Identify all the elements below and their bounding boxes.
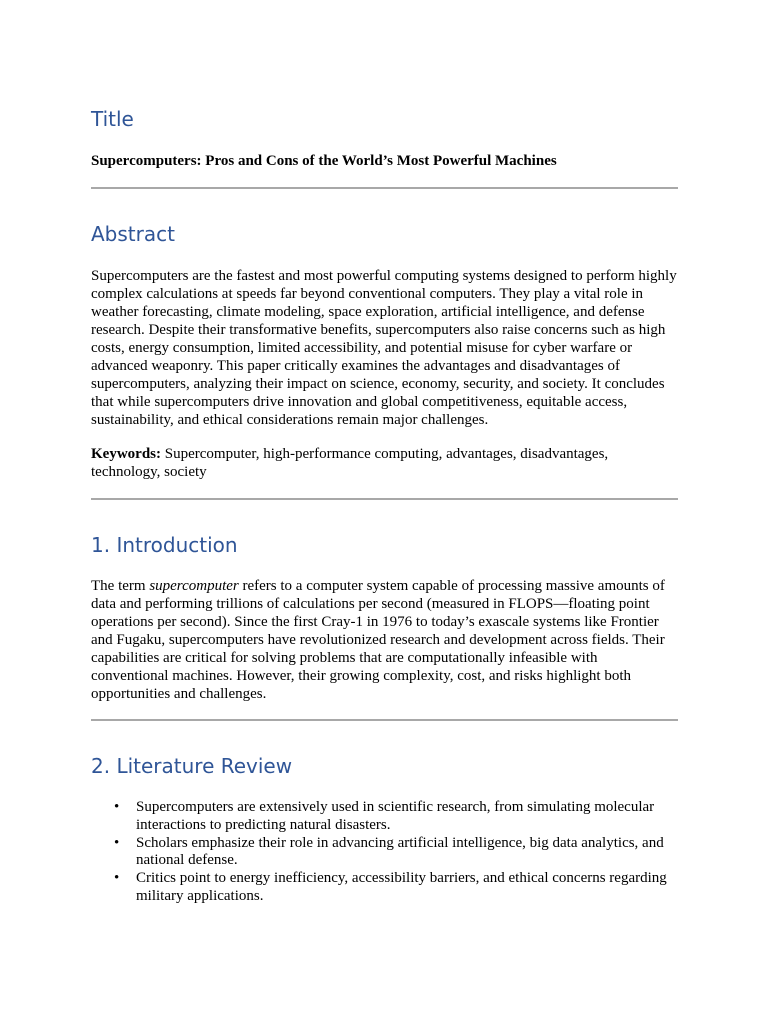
literature-review-list-block bbox=[91, 799, 678, 906]
abstract-body: Supercomputers are the fastest and most powerful computing systems designed to perform highly complex calculations at speeds far beyond conventional computers. They play a vital role in weather forecasting, climate modeling, space exploration, artificial intelligence, and defense research. Despite their transformative benefits, supercomputers also raise concerns such as high costs, energy consumption, limited accessibility, and potential misuse for cyber warfare or advanced weaponry. This paper critically examines the advantages and disadvantages of supercomputers, analyzing their impact on science, economy, security, and society. It concludes that while supercomputers drive innovation and global competitiveness, equitable access, sustainability, and ethical considerations remain major challenges. bbox=[91, 268, 677, 428]
divider bbox=[91, 498, 678, 500]
title-section bbox=[91, 107, 678, 131]
keywords-list: Supercomputer, high-performance computing, advantages, disadvantages, technology, society bbox=[91, 446, 609, 480]
literature-review-list bbox=[91, 799, 678, 905]
subtitle-block bbox=[91, 152, 678, 170]
keywords-label: Keywords: bbox=[91, 446, 161, 462]
intro-text-after: refers to a computer system capable of processing massive amounts of data and performing trillions of calculations per second (measured in FLOPS—floating point operations per second). Since the first Cray-1 in 1976 to today’s exascale systems like Frontier and Fugaku, supercomputers have revolutionized research and development across fields. Their capabilities are critical for solving problems that are computationally infeasible with conventional machines. However, their growing complexity, cost, and risks highlight both opportunities and challenges. bbox=[91, 578, 665, 702]
abstract-body-block bbox=[91, 267, 678, 429]
abstract-heading: Abstract bbox=[91, 222, 175, 246]
horizontal-rule bbox=[91, 498, 678, 500]
keywords-paragraph bbox=[91, 445, 678, 481]
list-item-text: Scholars emphasize their role in advancing artificial intelligence, big data analytics, and national defense. bbox=[136, 834, 664, 868]
list-item bbox=[91, 870, 678, 905]
horizontal-rule bbox=[91, 719, 678, 721]
list-item-text: Supercomputers are extensively used in scientific research, from simulating molecular interactions to predicting natural disasters. bbox=[136, 799, 655, 833]
introduction-section bbox=[91, 533, 678, 557]
introduction-body-block bbox=[91, 577, 678, 703]
list-item bbox=[91, 799, 678, 834]
abstract-section bbox=[91, 222, 678, 246]
divider bbox=[91, 187, 678, 189]
list-item-text: Critics point to energy inefficiency, accessibility barriers, and ethical concerns regarding military applications. bbox=[136, 870, 667, 904]
document-subtitle: Supercomputers: Pros and Cons of the World’s Most Powerful Machines bbox=[91, 153, 557, 169]
intro-text-before: The term bbox=[91, 578, 150, 594]
divider bbox=[91, 719, 678, 721]
introduction-heading: 1. Introduction bbox=[91, 533, 238, 557]
introduction-body bbox=[91, 577, 678, 703]
horizontal-rule bbox=[91, 187, 678, 189]
list-item bbox=[91, 835, 678, 870]
bullet-icon: • bbox=[114, 834, 120, 851]
intro-emphasis: supercomputer bbox=[149, 578, 239, 594]
literature-review-section bbox=[91, 754, 678, 778]
keywords-block bbox=[91, 445, 678, 481]
literature-review-heading: 2. Literature Review bbox=[91, 754, 293, 778]
bullet-icon: • bbox=[114, 870, 120, 886]
title-heading: Title bbox=[91, 107, 134, 131]
bullet-icon: • bbox=[114, 799, 120, 815]
